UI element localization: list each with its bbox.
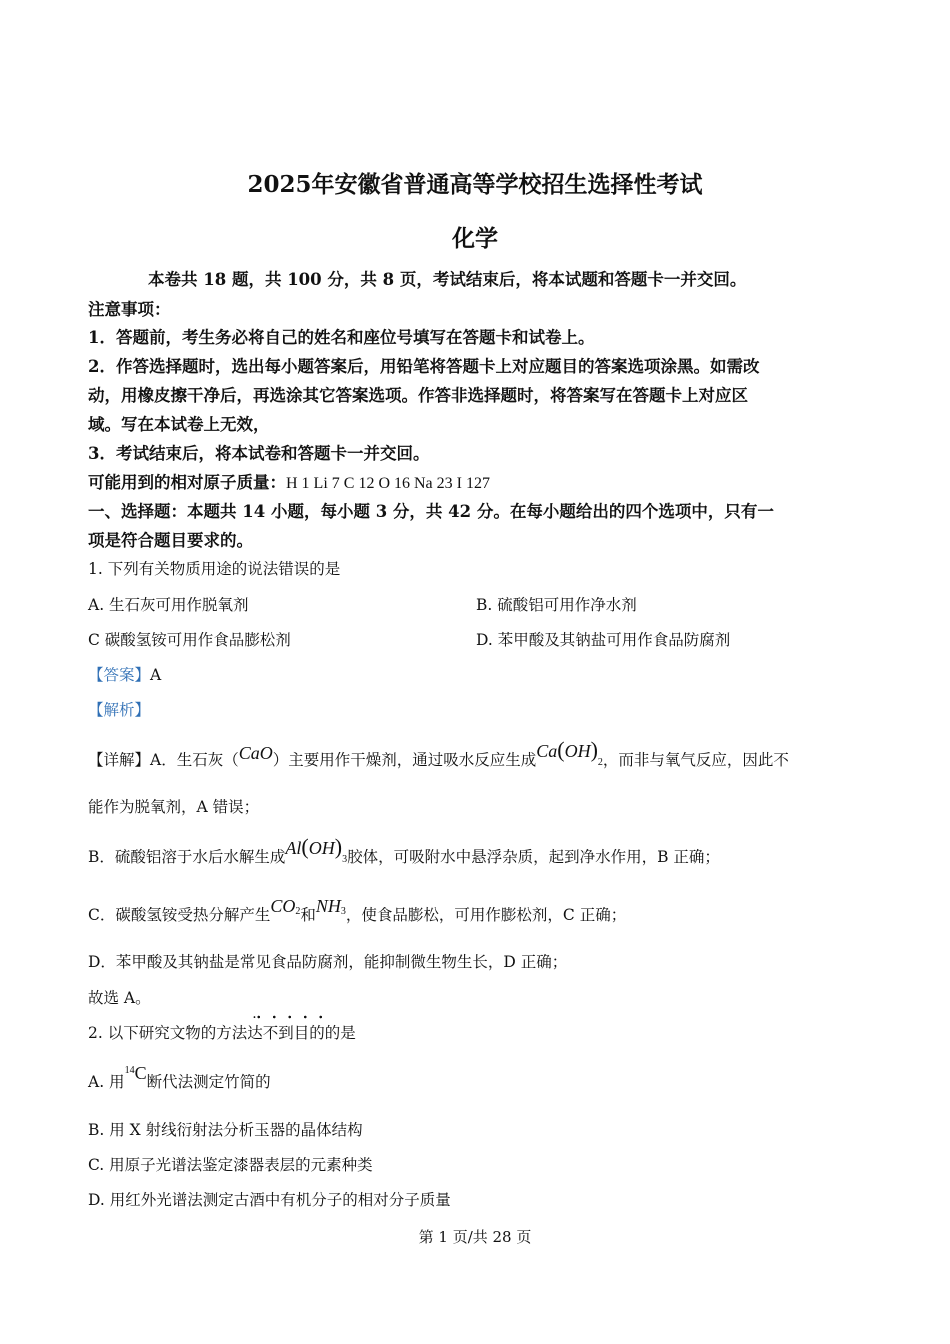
notice-3: 3．考试结束后，将本试卷和答题卡一并交回。 — [88, 444, 430, 463]
page-footer: 第 1 页/共 28 页 — [418, 1228, 532, 1246]
formula-aloh3-al: Al — [285, 838, 302, 858]
detail-a-text3: ，而非与氧气反应，因此不 — [602, 751, 789, 769]
detail-tag: 【详解】 — [88, 751, 151, 769]
formula-caoh2-ca: Ca — [536, 741, 558, 761]
atomic-mass-line — [88, 469, 490, 493]
exam-subject: 化学 — [452, 225, 498, 252]
q2-option-d: D. 用红外光谱法测定古酒中有机分子的相对分子质量 — [88, 1191, 451, 1209]
formula-caoh2: $Ca(OH)_2$ — [536, 737, 603, 768]
isotope-c14 — [124, 1063, 147, 1083]
q1-stem: 1. 下列有关物质用途的说法错误的是 — [88, 560, 341, 578]
answer-tag: 【答案】 — [88, 666, 151, 684]
q2-option-b: B. 用 X 射线衍射法分析玉器的晶体结构 — [88, 1121, 363, 1139]
detail-line-a2: 能作为脱氧剂，A 错误； — [88, 798, 260, 816]
q1-conclusion: 故选 A。 — [88, 989, 151, 1007]
formula-aloh3-oh: OH — [308, 838, 335, 858]
formula-caoh2-sub: 2 — [597, 757, 603, 768]
q1-option-c: C 碳酸氢铵可用作食品膨松剂 — [88, 631, 291, 649]
formula-nh3-sub: 3 — [340, 906, 346, 917]
formula-aloh3-sub: 3 — [342, 854, 348, 865]
detail-line-c — [88, 896, 627, 925]
section1-line1: 一、选择题：本题共 14 小题，每小题 3 分，共 42 分。在每小题给出的四个选项中，只有一 — [88, 502, 774, 521]
q1-option-d: D. 苯甲酸及其钠盐可用作食品防腐剂 — [476, 631, 731, 649]
section1-line2: 项是符合题目要求的。 — [88, 531, 253, 550]
formula-co2-sub: 2 — [295, 906, 301, 917]
atomic-mass-values: H 1 Li 7 C 12 O 16 Na 23 I 127 — [286, 475, 490, 492]
q1-answer — [88, 663, 161, 685]
formula-nh3-main: NH — [315, 896, 341, 916]
notice-1: 1．答题前，考生务必将自己的姓名和座位号填写在答题卡和试卷上。 — [88, 328, 595, 347]
q2-option-a — [88, 1063, 271, 1092]
detail-c-text1: C．碳酸氢铵受热分解产生 — [88, 906, 271, 924]
notice-2a: 2．作答选择题时，选出每小题答案后，用铅笔将答题卡上对应题目的答案选项涂黑。如需改 — [88, 357, 760, 376]
notice-2b: 动，用橡皮擦干净后，再选涂其它答案选项。作答非选择题时，将答案写在答题卡上对应区 — [88, 386, 748, 405]
detail-a-text2: ）主要用作干燥剂，通过吸水反应生成 — [272, 751, 537, 769]
answer-value: A — [150, 666, 162, 684]
isotope-mass: 14 — [124, 1065, 135, 1076]
formula-co2 — [270, 896, 300, 916]
notice-2c: 域。写在本试卷上无效， — [88, 415, 270, 434]
analysis-tag: 【解析】 — [88, 701, 151, 719]
formula-caoh2-oh: OH — [564, 741, 591, 761]
q2-option-c: C. 用原子光谱法鉴定漆器表层的元素种类 — [88, 1156, 373, 1174]
formula-nh3 — [316, 896, 346, 916]
detail-b-text1: B．硫酸铝溶于水后水解生成 — [88, 848, 286, 866]
exam-title: 2025年安徽省普通高等学校招生选择性考试 — [247, 171, 703, 198]
q2-stem-post: 的是 — [324, 1024, 356, 1042]
detail-c-text3: ，使食品膨松，可用作膨松剂，C 正确； — [345, 906, 627, 924]
detail-b-text2: 胶体，可吸附水中悬浮杂质，起到净水作用，B 正确； — [347, 848, 720, 866]
q1-option-a: A. 生石灰可用作脱氧剂 — [88, 596, 249, 614]
exam-summary: 本卷共 18 题，共 100 分，共 8 页，考试结束后，将本试题和答题卡一并交回。 — [148, 270, 747, 289]
q2-stem — [88, 1021, 356, 1043]
detail-line-a — [88, 737, 789, 776]
detail-line-b — [88, 834, 720, 873]
formula-co2-main: CO — [270, 896, 296, 916]
detail-line-d: D．苯甲酸及其钠盐是常见食品防腐剂，能抑制微生物生长，D 正确； — [88, 953, 568, 971]
notice-title: 注意事项： — [88, 300, 171, 319]
formula-cao: CaO — [238, 743, 273, 763]
q2-option-a-post: 断代法测定竹简的 — [146, 1073, 271, 1091]
detail-c-text2: 和 — [300, 906, 316, 924]
q2-stem-em: 达不到目的 — [247, 1015, 325, 1043]
detail-a-text1: A．生石灰（ — [150, 751, 239, 769]
q2-stem-pre: 2. 以下研究文物的方法 — [88, 1024, 248, 1042]
atomic-mass-label: 可能用到的相对原子质量： — [88, 473, 286, 492]
formula-aloh3: $Al(OH)_3$ — [285, 834, 348, 865]
isotope-symbol: C — [134, 1063, 147, 1083]
q2-option-a-pre: A. 用 — [88, 1073, 125, 1091]
q1-option-b: B. 硫酸铝可用作净水剂 — [476, 596, 637, 614]
